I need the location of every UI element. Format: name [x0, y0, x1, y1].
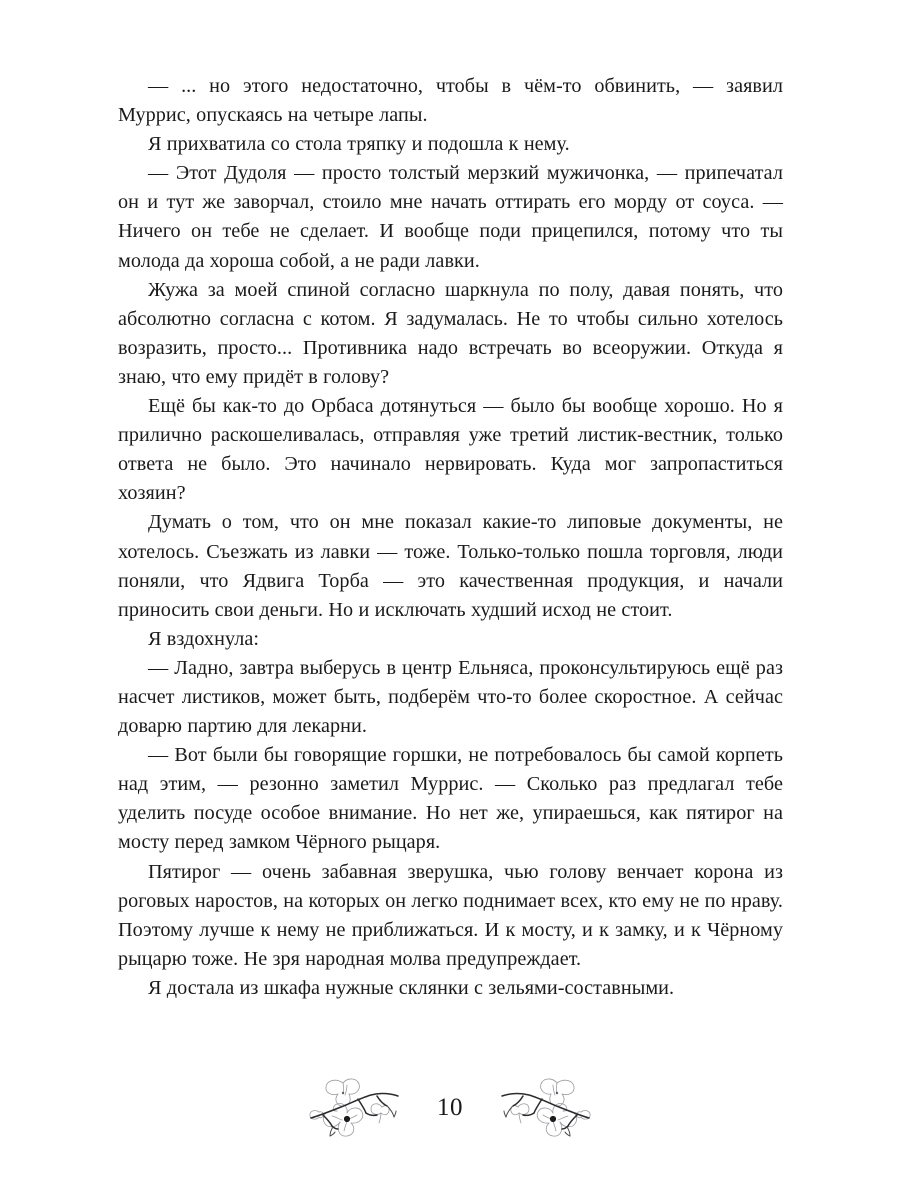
paragraph: — Ладно, завтра выберусь в центр Ельняса, проконсультируюсь ещё раз насчет листиков, может быть, подберём что-то более скоростное. А сейчас доварю партию для лекарни.: [118, 656, 783, 738]
paragraph: Ещё бы как-то до Орбаса дотянуться — было бы вообще хорошо. Но я прилично раскошеливалась, отправляя уже третий листик-вестник, только ответа не было. Это начинало нервировать. Куда мог запропаститься хозяин?: [118, 395, 783, 505]
page-text-block: [118, 72, 783, 1003]
paragraph: Жужа за моей спиной согласно шаркнула по полу, давая понять, что абсолютно согласна с котом. Я задумалась. Не то чтобы сильно хотелось возразить, просто... Противника надо встречать во всеоружии. Откуда я знаю, что ему придёт в голову?: [118, 278, 783, 388]
paragraph: — Вот были бы говорящие горшки, не потребовалось бы самой корпеть над этим, — резонно заметил Муррис. — Сколько раз предлагал тебе уделить посуде особое внимание. Но нет же, упираешься, как пятирог на мосту перед замком Чёрного рыцаря.: [118, 744, 783, 854]
paragraph: Пятирог — очень забавная зверушка, чью голову венчает корона из роговых наростов, на которых он легко поднимает всех, кто ему не по нраву. Поэтому лучше к нему не приближаться. И к мосту, и к замку, и к Чёрному рыцарю тоже. Не зря народная молва предупреждает.: [118, 860, 783, 970]
floral-branch-ornament: [303, 1071, 407, 1145]
paragraph: Я достала из шкафа нужные склянки с зельями-составными.: [148, 976, 675, 999]
page-footer: [0, 1068, 900, 1148]
paragraph: Я прихватила со стола тряпку и подошла к нему.: [148, 133, 570, 156]
paragraph: — ... но этого недостаточно, чтобы в чём-то обвинить, — заявил Муррис, опускаясь на четыре лапы.: [118, 75, 783, 127]
paragraph: — Этот Дудоля — просто толстый мерзкий мужичонка, — припечатал он и тут же заворчал, стоило мне начать оттирать его морду от соуса. — Ничего он тебе не сделает. И вообще поди прицепился, потому что ты молода да хороша собой, а не ради лавки.: [118, 162, 783, 272]
paragraph: Думать о том, что он мне показал какие-то липовые документы, не хотелось. Съезжать из лавки — тоже. Только-только пошла торговля, люди поняли, что Ядвига Торба — это качественная продукция, и начали приносить свои деньги. Но и исключать худший исход не стоит.: [118, 511, 783, 621]
floral-branch-ornament-mirrored: [493, 1071, 597, 1145]
paragraph: Я вздохнула:: [148, 627, 260, 650]
page-number: 10: [437, 1094, 463, 1121]
